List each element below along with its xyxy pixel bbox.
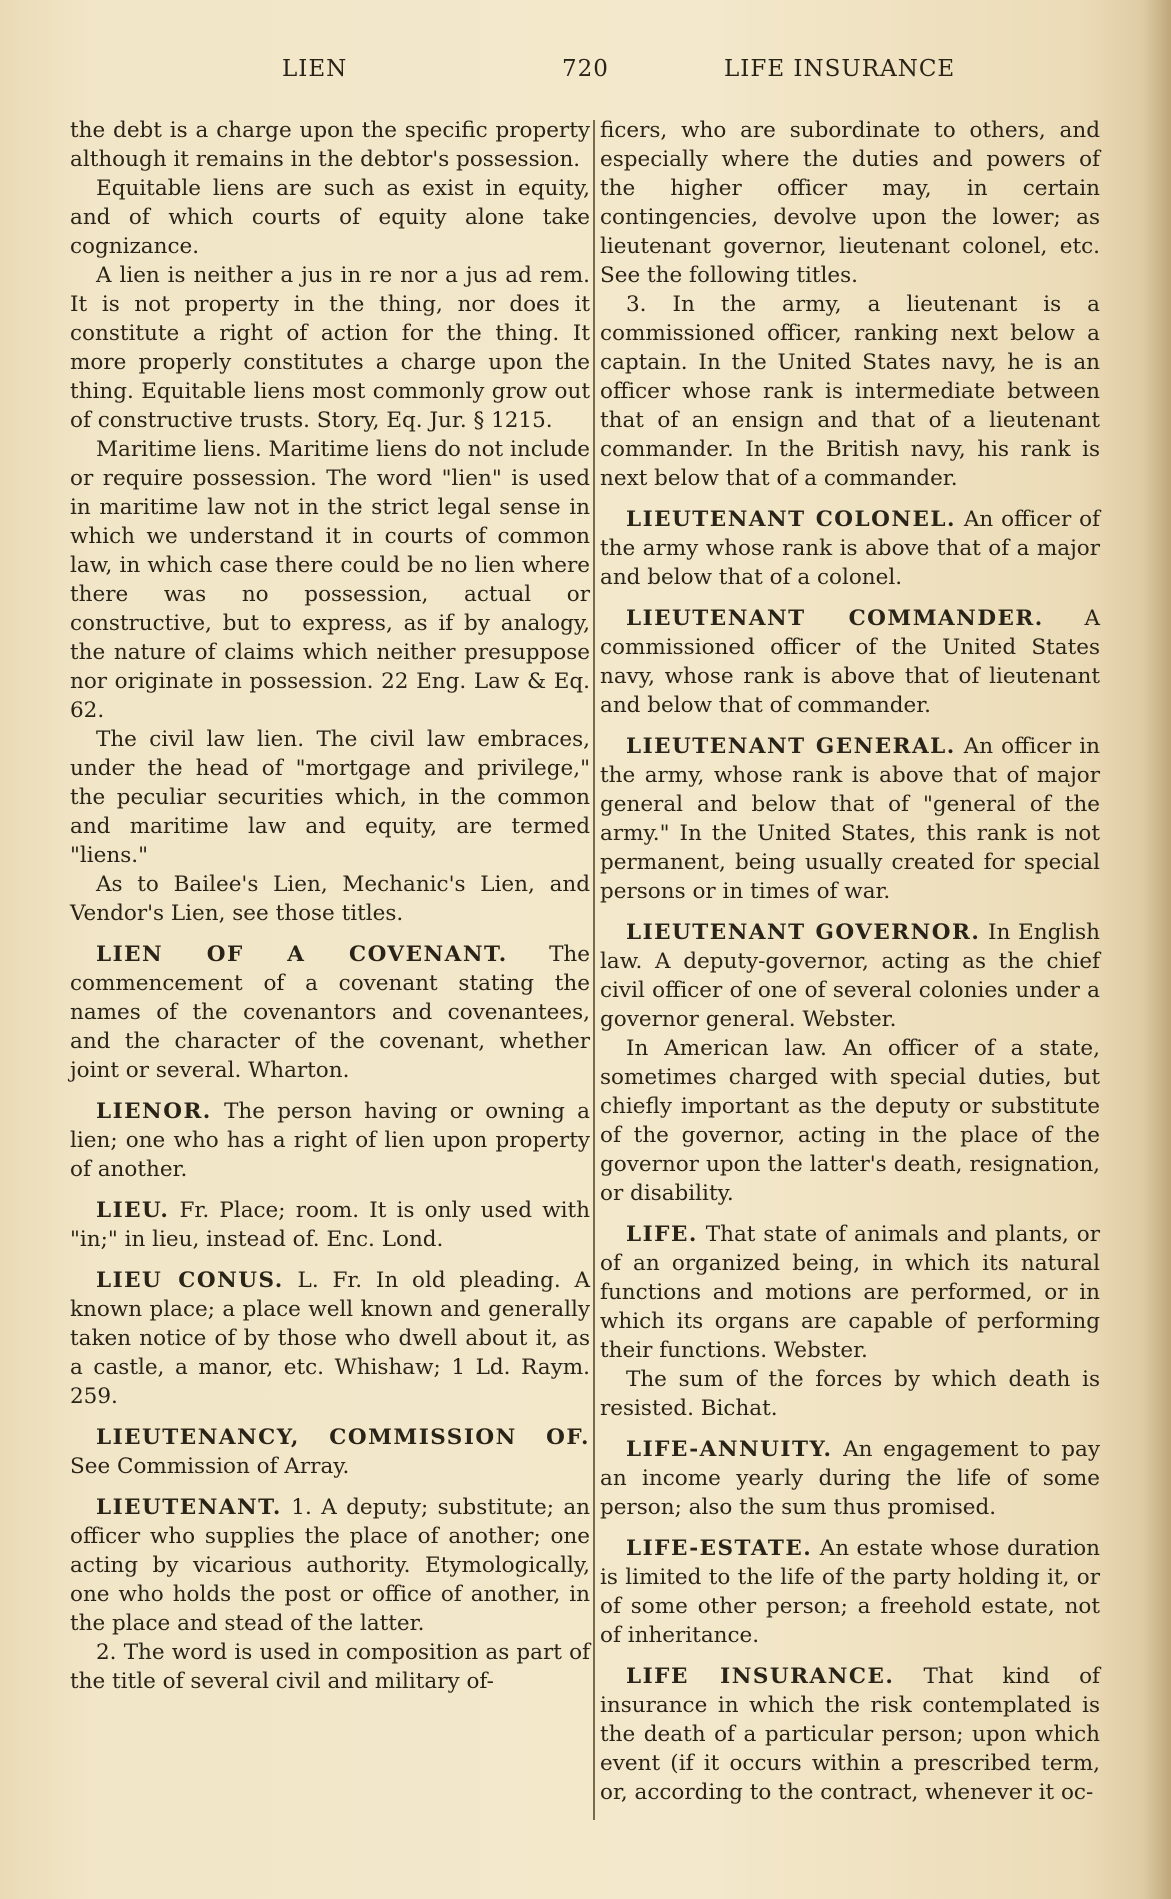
paragraph: Equitable liens are such as exist in equity, and of which courts of equity alone take cognizance. [70, 176, 590, 259]
entry-definition: An engagement to pay an income yearly during the life of some person; also the sum thus promised. [600, 1437, 1100, 1520]
continued-paragraph: the debt is a charge upon the specific property although it remains in the debtor's possession. [70, 118, 590, 172]
entry-headword: LIFE-ESTATE. [626, 1536, 813, 1561]
dictionary-entry [600, 918, 1100, 1034]
dictionary-entry [70, 1266, 590, 1411]
dictionary-entry [600, 1534, 1100, 1650]
dictionary-entry [70, 1423, 590, 1481]
paragraph: The civil law lien. The civil law embraces, under the head of "mortgage and privilege," the peculiar securities which, in the common and maritime law and equity, are termed "liens." [70, 727, 590, 868]
paragraph: 2. The word is used in composition as part of the title of several civil and military of- [70, 1640, 590, 1694]
entry-definition: A commissioned officer of the United States navy, whose rank is above that of lieutenant and below that of commander. [600, 606, 1100, 718]
entry-definition: Fr. Place; room. It is only used with "in;" in lieu, instead of. Enc. Lond. [70, 1198, 590, 1252]
entry-headword: LIFE. [626, 1222, 698, 1247]
paragraph: The sum of the forces by which death is resisted. Bichat. [600, 1367, 1100, 1421]
paragraph: Maritime liens. Maritime liens do not include or require possession. The word "lien" is used in maritime law not in the strict legal sense in which we understand it in courts of common law, in which case there could be no lien where there was no possession, actual or constructive, but to express, as if by analogy, the nature of claims which neither presuppose nor originate in possession. 22 Eng. Law & Eq. 62. [70, 437, 590, 723]
continued-paragraph: ficers, who are subordinate to others, and especially where the duties and powers of the higher officer may, in certain contingencies, devolve upon the lower; as lieutenant governor, lieutenant colonel, etc. See the following titles. [600, 118, 1100, 288]
dictionary-entry [600, 1435, 1100, 1522]
dictionary-entry [600, 505, 1100, 592]
dictionary-entry [70, 1196, 590, 1254]
entry-headword: LIEUTENANT GOVERNOR. [626, 920, 981, 945]
entry-definition: That state of animals and plants, or of an organized being, in which its natural functions and motions are performed, or in which its organs are capable of performing their functions. Webster. [600, 1222, 1100, 1363]
entry-definition: In English law. A deputy-governor, acting as the chief civil officer of one of several colonies under a governor general. Webster. [600, 920, 1100, 1032]
paragraph: 3. In the army, a lieutenant is a commissioned officer, ranking next below a captain. In the United States navy, he is an officer whose rank is intermediate between that of an ensign and that of a lieutenant commander. In the British navy, his rank is next below that of a commander. [600, 292, 1100, 491]
entry-definition: An estate whose duration is limited to the life of the party holding it, or of some other person; a freehold estate, not of inheritance. [600, 1536, 1100, 1648]
paragraph: As to Bailee's Lien, Mechanic's Lien, and Vendor's Lien, see those titles. [70, 872, 590, 926]
entry-definition: L. Fr. In old pleading. A known place; a place well known and generally taken notice of by those who dwell about it, as a castle, a manor, etc. Whishaw; 1 Ld. Raym. 259. [70, 1268, 590, 1409]
paragraph: In American law. An officer of a state, sometimes charged with special duties, but chiefly important as the deputy or substitute of the governor, acting in the place of the governor upon the latter's death, resignation, or disability. [600, 1036, 1100, 1206]
dictionary-entry [70, 1493, 590, 1638]
dictionary-entry [70, 1097, 590, 1184]
entry-definition: 1. A deputy; substitute; an officer who supplies the place of another; one acting by vicarious authority. Etymologically, one who holds the post or office of another, in the place and stead of the latter. [70, 1495, 590, 1636]
dictionary-entry [600, 732, 1100, 906]
entry-headword: LIEUTENANCY, COMMISSION OF. [96, 1425, 590, 1450]
left-column [70, 116, 590, 1696]
page-number: 720 [562, 56, 609, 82]
header-right-guideword: LIFE INSURANCE [724, 56, 956, 82]
entry-definition: The person having or owning a lien; one who has a right of lien upon property of another. [70, 1099, 590, 1182]
entry-headword: LIFE INSURANCE. [626, 1664, 895, 1689]
page-edge-shadow [1143, 0, 1171, 1899]
dictionary-entry [600, 604, 1100, 720]
right-column [600, 116, 1100, 1807]
header-left-guideword: LIEN [282, 56, 348, 82]
entry-definition: The commencement of a covenant stating the names of the covenantors and covenantees, and the character of the covenant, whether joint or several. Wharton. [70, 942, 590, 1083]
dictionary-entry [600, 1220, 1100, 1365]
entry-headword: LIFE-ANNUITY. [626, 1437, 833, 1462]
entry-definition: An officer in the army, whose rank is above that of major general and below that of "general of the army." In the United States, this rank is not permanent, being usually created for special persons or in times of war. [600, 734, 1100, 904]
entry-headword: LIEN OF A COVENANT. [96, 942, 508, 967]
entry-headword: LIEU CONUS. [96, 1268, 284, 1293]
dictionary-entry [70, 940, 590, 1085]
entry-headword: LIEUTENANT. [96, 1495, 282, 1520]
entry-headword: LIEU. [96, 1198, 170, 1223]
paragraph: A lien is neither a jus in re nor a jus ad rem. It is not property in the thing, nor does it constitute a right of action for the thing. It more properly constitutes a charge upon the thing. Equitable liens most commonly grow out of constructive trusts. Story, Eq. Jur. § 1215. [70, 263, 590, 433]
dictionary-entry [600, 1662, 1100, 1807]
entry-headword: LIEUTENANT COLONEL. [626, 507, 957, 532]
entry-headword: LIEUTENANT COMMANDER. [626, 606, 1044, 631]
column-divider [593, 120, 595, 1820]
running-header [0, 56, 1171, 96]
entry-definition: An officer of the army whose rank is above that of a major and below that of a colonel. [600, 507, 1100, 590]
entry-headword: LIEUTENANT GENERAL. [626, 734, 956, 759]
entry-headword: LIENOR. [96, 1099, 212, 1124]
entry-definition: That kind of insurance in which the risk contemplated is the death of a particular person; upon which event (if it occurs within a prescribed term, or, according to the contract, whenever it oc- [600, 1664, 1100, 1805]
entry-definition: See Commission of Array. [70, 1454, 350, 1479]
